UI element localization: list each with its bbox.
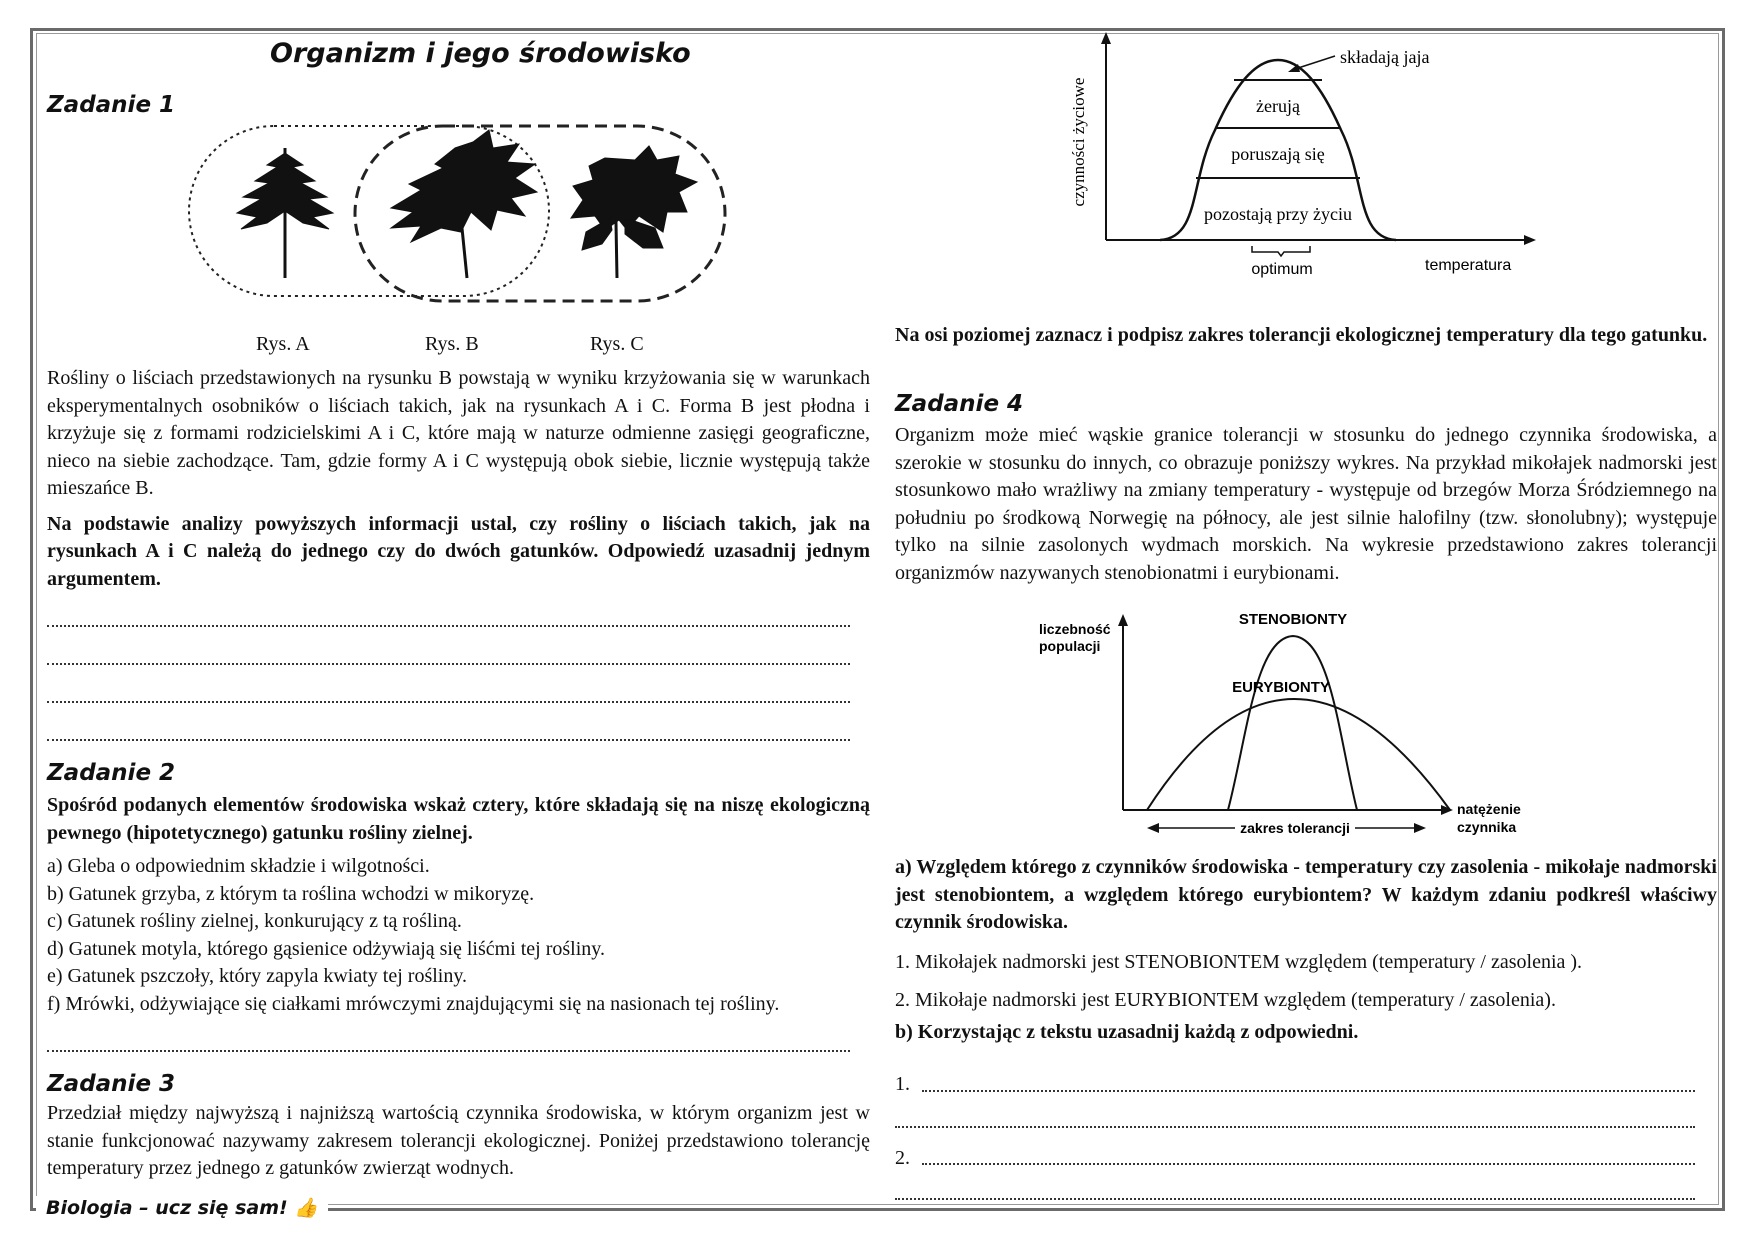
fig-label-b: Rys. B xyxy=(425,333,479,355)
band-label: żerują xyxy=(1256,96,1300,116)
task1-question: Na podstawie analizy powyższych informacji ustal, czy rośliny o liściach takich, jak na rysunkach A i C należą do jednego czy do dwóch gatunków. Odpowiedź uzasadnij jednym argumentem. xyxy=(47,512,870,590)
temperature-tolerance-chart xyxy=(1060,30,1540,282)
task3-heading: Zadanie 3 xyxy=(47,1071,176,1097)
answer-line[interactable] xyxy=(922,1163,1695,1165)
task4-text: Organizm może mieć wąskie granice tolerancji w stosunku do jednego czynnika środowiska, a szerokie w stosunku do innych, co obrazuje poniższy wykres. Na przykład mikołajek nadmorski jest stosunkowo mało wrażliwy na zmiany temperatury - występuje od brzegów Morza Śródziemnego na południu po środkową Norwegię na północy, ale jest silnie halofilny (tzw. słonolubny); występuje tylko na silnie zasolonych wydmach morskich. Na wykresie przedstawiono zakres tolerancji organizmów nazywanych stenobionatmi i eurybionami. xyxy=(895,424,1717,584)
task3-question-block xyxy=(895,322,1717,350)
task1-text: Rośliny o liściach przedstawionych na rysunku B powstają w wyniku krzyżowania się w warunkach eksperymentalnych osobników o liściach takich, jak na rysunkach A i C. Forma B jest płodna i krzyżuje się z formami rodzicielskimi A i C, które mają w naturze odmienne zasięgi geograficzne, nieco na siebie zachodzące. Tam, gdzie formy A i C występują obok siebie, licznie występują także mieszańce B. xyxy=(47,367,870,499)
task1-body xyxy=(47,365,870,593)
answer-line[interactable] xyxy=(47,701,850,703)
leaf-b-icon xyxy=(391,130,537,278)
task3-question: Na osi poziomej zaznacz i podpisz zakres tolerancji ekologicznej temperatury dla tego gatunku. xyxy=(895,324,1708,346)
optimum-brace xyxy=(1252,246,1310,256)
task1-heading: Zadanie 1 xyxy=(47,92,176,118)
answer-line[interactable] xyxy=(922,1090,1695,1092)
band-label: poruszają się xyxy=(1231,144,1325,164)
task2-body xyxy=(47,792,870,1018)
task4-body xyxy=(895,422,1717,587)
answer-number-1: 1. xyxy=(895,1073,910,1095)
leaf-a-icon xyxy=(237,148,333,278)
option-item: a) Gleba o odpowiednim składzie i wilgotności. xyxy=(47,855,430,877)
x-label-line2: czynnika xyxy=(1457,819,1517,835)
y-label-line2: populacji xyxy=(1039,638,1101,654)
steno-curve xyxy=(1228,636,1357,810)
task4-heading: Zadanie 4 xyxy=(895,391,1024,417)
top-label: składają jaja xyxy=(1340,47,1430,67)
task3-body xyxy=(47,1100,870,1183)
range-label: zakres tolerancji xyxy=(1240,820,1350,836)
steno-label: STENOBIONTY xyxy=(1238,611,1348,628)
task2-heading: Zadanie 2 xyxy=(47,760,176,786)
optimum-label: optimum xyxy=(1251,261,1313,278)
task3-text: Przedział między najwyższą i najniższą wartością czynnika środowiska, w którym organizm jest w stanie funkcjonować nazywamy zakresem tolerancji ekologicznej. Poniżej przedstawiono tolerancję temperatury przez jednego z gatunków zwierząt wodnych. xyxy=(47,1102,870,1179)
task2-options xyxy=(47,853,870,1018)
task4-question-a: a) Względem którego z czynników środowiska - temperatury czy zasolenia - mikołaje nadmorski jest stenobiontem, a względem którego eurybiontem? W każdym zdaniu podkreśl właściwy czynnik środowiska. xyxy=(895,856,1717,933)
task4-sentence-1[interactable]: 1. Mikołajek nadmorski jest STENOBIONTEM względem (temperatury / zasolenia ). xyxy=(895,950,1583,973)
band-label: pozostają przy życiu xyxy=(1204,204,1352,224)
x-label-line1: natężenie xyxy=(1457,801,1521,817)
fig-label-c: Rys. C xyxy=(590,333,644,355)
task4-question-b: b) Korzystając z tekstu uzasadnij każdą z odpowiedni. xyxy=(895,1020,1359,1043)
answer-line[interactable] xyxy=(47,1050,850,1052)
answer-line[interactable] xyxy=(47,663,850,665)
steno-eury-chart xyxy=(1035,608,1525,840)
option-item: d) Gatunek motyla, którego gąsienice odżywiają się liśćmi tej rośliny. xyxy=(47,937,605,960)
task4-sentence-2[interactable]: 2. Mikołaje nadmorski jest EURYBIONTEM względem (temperatury / zasolenia). xyxy=(895,989,1556,1011)
answer-line[interactable] xyxy=(895,1126,1695,1128)
eury-label: EURYBIONTY xyxy=(1232,679,1330,696)
option-item: c) Gatunek rośliny zielnej, konkurujący z tą rośliną. xyxy=(47,910,462,932)
y-axis-label: czynności życiowe xyxy=(1069,77,1088,207)
fig-label-a: Rys. A xyxy=(256,333,310,355)
y-label-line1: liczebność xyxy=(1039,621,1111,637)
option-item: e) Gatunek pszczoły, który zapyla kwiaty tej rośliny. xyxy=(47,965,468,987)
answer-line[interactable] xyxy=(47,625,850,627)
answer-line[interactable] xyxy=(47,739,850,741)
leaf-figure xyxy=(185,118,730,308)
option-item: f) Mrówki, odżywiające się ciałkami mrówczymi znajdującymi się na nasionach tej rośliny. xyxy=(47,992,780,1015)
task4-questions xyxy=(895,854,1717,1046)
page-title: Organizm i jego środowisko xyxy=(270,38,691,69)
task2-question: Spośród podanych elementów środowiska wskaż cztery, które składają się na niszę ekologiczną pewnego (hipotetycznego) gatunku rośliny zielnej. xyxy=(47,794,870,844)
answer-line[interactable] xyxy=(895,1198,1695,1200)
option-item: b) Gatunek grzyba, z którym ta roślina wchodzi w mikoryzę. xyxy=(47,882,535,905)
x-axis-label: temperatura xyxy=(1425,257,1512,274)
footer-text: Biologia – ucz się sam! 👍 xyxy=(36,1196,328,1219)
eury-curve xyxy=(1147,699,1450,810)
leaf-c-icon xyxy=(571,146,697,278)
answer-number-2: 2. xyxy=(895,1147,910,1169)
